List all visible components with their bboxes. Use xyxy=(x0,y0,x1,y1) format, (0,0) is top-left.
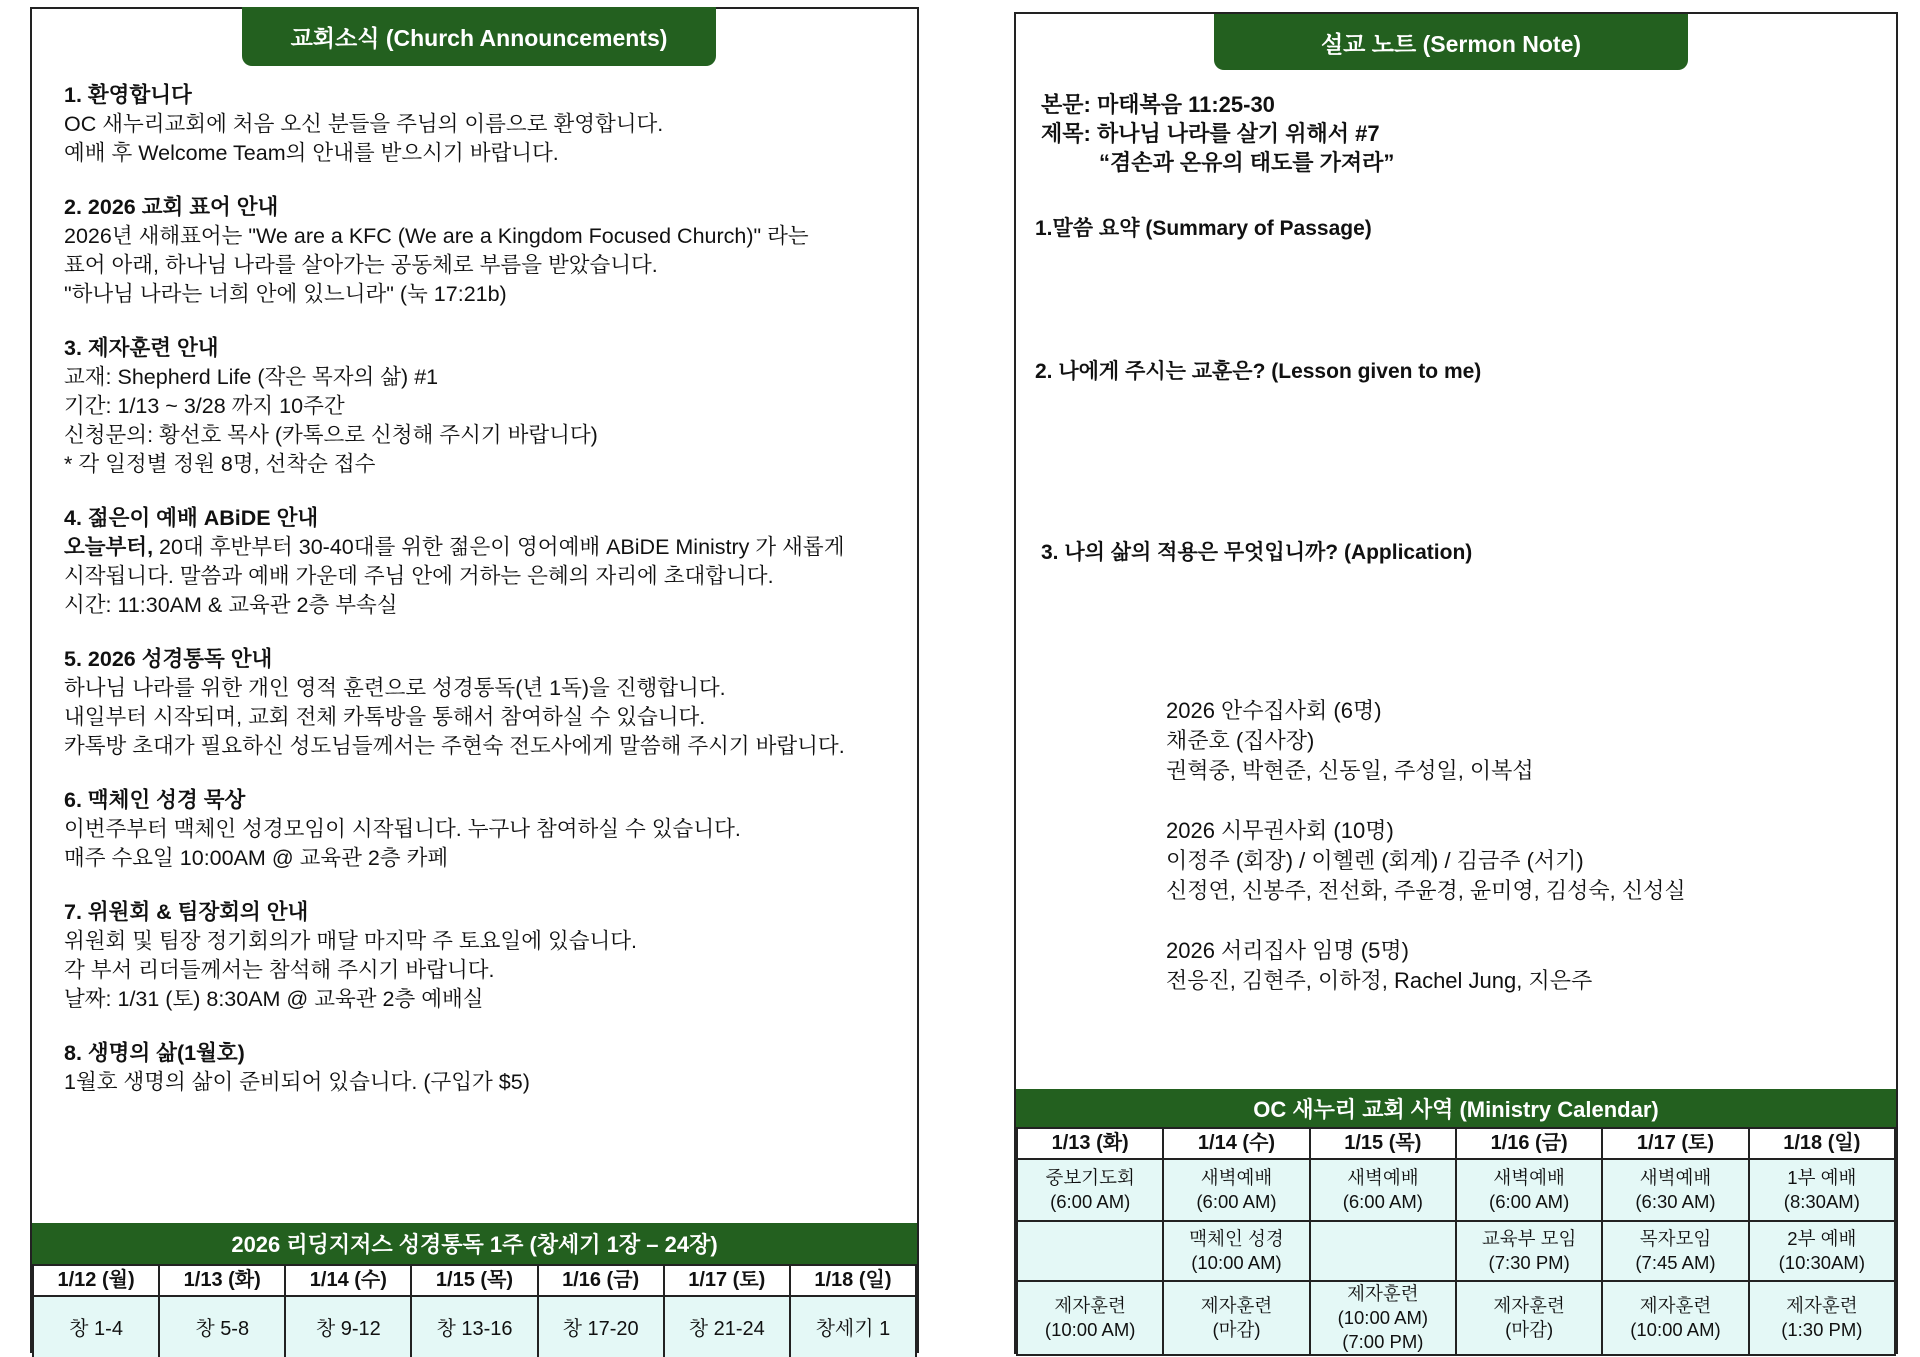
announcement-line: 내일부터 시작되며, 교회 전체 카톡방을 통해서 참여하실 수 있습니다. xyxy=(64,705,706,729)
event-name: 제자훈련 xyxy=(1493,1295,1565,1316)
event-name: 교육부 모임 xyxy=(1481,1228,1577,1249)
event-time: (6:00 AM) xyxy=(1489,1191,1570,1212)
announcement-line: 2026년 새해표어는 "We are a KFC (We are a Kingdom Focused Church)" 라는 xyxy=(64,224,809,248)
calendar-day-header: 1/15 (목) xyxy=(1310,1128,1456,1159)
announcement-title: 7. 위원회 & 팀장회의 안내 xyxy=(64,900,309,924)
event-time: (마감) xyxy=(1505,1319,1554,1340)
announcement-list xyxy=(64,81,904,1122)
announcement-item xyxy=(64,193,904,309)
announcement-line: 시간: 11:30AM & 교육관 2층 부속실 xyxy=(64,593,398,617)
reading-day-header: 1/18 (일) xyxy=(790,1265,916,1296)
announcement-item xyxy=(64,786,904,873)
reading-passage-cell: 창 17-20 xyxy=(538,1296,664,1357)
announcement-lead: 오늘부터, xyxy=(64,535,154,559)
announcement-line: 표어 아래, 하나님 나라를 살아가는 공동체로 부름을 받았습니다. xyxy=(64,253,658,277)
announcement-title: 4. 젊은이 예배 ABiDE 안내 xyxy=(64,506,319,530)
announcement-title: 2. 2026 교회 표어 안내 xyxy=(64,195,279,219)
calendar-cell xyxy=(1163,1281,1309,1355)
announcement-line: 기간: 1/13 ~ 3/28 까지 10주간 xyxy=(64,394,345,418)
calendar-cell xyxy=(1749,1221,1895,1281)
sermon-passage: 본문: 마태복음 11:25-30 xyxy=(1041,92,1275,117)
event-name: 제자훈련 xyxy=(1200,1295,1273,1316)
announcement-line: 카톡방 초대가 필요하신 성도님들께서는 주현숙 전도사에게 말씀해 주시기 바랍니다. xyxy=(64,734,845,758)
reading-day-header: 1/15 (목) xyxy=(411,1265,537,1296)
reading-day-header: 1/14 (수) xyxy=(285,1265,411,1296)
calendar-cell xyxy=(1749,1159,1895,1221)
reading-plan-table xyxy=(32,1264,917,1357)
officer-group xyxy=(1166,936,1686,996)
reading-day-header: 1/13 (화) xyxy=(159,1265,285,1296)
announcement-line: 하나님 나라를 위한 개인 영적 훈련으로 성경통독(년 1독)을 진행합니다. xyxy=(64,676,726,700)
announcement-line xyxy=(64,533,904,562)
event-time: (10:00 AM) xyxy=(1337,1307,1429,1328)
calendar-row xyxy=(1017,1281,1895,1355)
note-question-lesson: 2. 나에게 주시는 교훈은? (Lesson given to me) xyxy=(1035,360,1482,383)
event-time-2: (7:00 PM) xyxy=(1342,1331,1424,1352)
calendar-cell xyxy=(1163,1221,1309,1281)
announcement-line: 1월호 생명의 삶이 준비되어 있습니다. (구입가 $5) xyxy=(64,1070,530,1094)
event-time: (6:00 AM) xyxy=(1342,1191,1423,1212)
calendar-day-row xyxy=(1017,1128,1895,1159)
calendar-cell xyxy=(1163,1159,1309,1221)
calendar-day-header: 1/13 (화) xyxy=(1017,1128,1163,1159)
event-name: 2부 예배 xyxy=(1787,1228,1857,1249)
ministry-calendar-table xyxy=(1016,1127,1896,1356)
calendar-day-header: 1/14 (수) xyxy=(1163,1128,1309,1159)
officer-line: 이정주 (회장) / 이헬렌 (회계) / 김금주 (서기) xyxy=(1166,848,1584,873)
reading-day-row xyxy=(33,1265,916,1296)
announcement-title: 3. 제자훈련 안내 xyxy=(64,336,219,360)
announcement-line: 예배 후 Welcome Team의 안내를 받으시기 바랍니다. xyxy=(64,141,559,165)
event-time: (8:30AM) xyxy=(1783,1191,1860,1212)
event-name: 1부 예배 xyxy=(1787,1167,1857,1188)
reading-passage-cell: 창 13-16 xyxy=(411,1296,537,1357)
reading-passage-row xyxy=(33,1296,916,1357)
calendar-cell xyxy=(1456,1221,1602,1281)
calendar-cell xyxy=(1310,1281,1456,1355)
note-question-application: 3. 나의 삶의 적용은 무엇입니까? (Application) xyxy=(1041,541,1473,564)
officer-group xyxy=(1166,696,1686,786)
announcements-panel xyxy=(30,7,919,1353)
event-name: 새벽예배 xyxy=(1493,1167,1565,1188)
officer-heading: 2026 시무권사회 (10명) xyxy=(1166,818,1394,843)
officer-line: 채준호 (집사장) xyxy=(1166,728,1315,753)
announcement-line: "하나님 나라는 너희 안에 있느니라" (눅 17:21b) xyxy=(64,282,507,306)
event-time: (1:30 PM) xyxy=(1781,1319,1863,1340)
calendar-cell xyxy=(1310,1159,1456,1221)
calendar-title: OC 새누리 교회 사역 (Ministry Calendar) xyxy=(1016,1089,1896,1127)
announcement-line: 위원회 및 팀장 정기회의가 매달 마지막 주 토요일에 있습니다. xyxy=(64,929,637,953)
officer-line: 신정연, 신봉주, 전선화, 주윤경, 윤미영, 김성숙, 신성실 xyxy=(1166,878,1686,903)
announcement-line: * 각 일정별 정원 8명, 선착순 접수 xyxy=(64,452,376,476)
announcement-line: 각 부서 리더들께서는 참석해 주시기 바랍니다. xyxy=(64,958,495,982)
calendar-cell-empty xyxy=(1017,1221,1163,1281)
event-time: (10:00 AM) xyxy=(1630,1319,1721,1340)
announcement-line: 날짜: 1/31 (토) 8:30AM @ 교육관 2층 예배실 xyxy=(64,987,484,1011)
announcement-item xyxy=(64,645,904,761)
officer-heading: 2026 서리집사 임명 (5명) xyxy=(1166,938,1409,963)
event-name: 맥체인 성경 xyxy=(1189,1228,1284,1249)
sermon-panel xyxy=(1014,12,1898,1354)
event-time: (10:30AM) xyxy=(1778,1252,1865,1273)
calendar-cell-empty xyxy=(1310,1221,1456,1281)
calendar-cell xyxy=(1602,1281,1748,1355)
calendar-cell xyxy=(1602,1221,1748,1281)
event-time: (7:30 PM) xyxy=(1488,1252,1570,1273)
event-time: (6:00 AM) xyxy=(1050,1191,1131,1212)
calendar-cell xyxy=(1456,1281,1602,1355)
event-time: (6:00 AM) xyxy=(1196,1191,1277,1212)
event-time: (10:00 AM) xyxy=(1044,1319,1136,1340)
reading-passage-cell: 창 9-12 xyxy=(285,1296,411,1357)
reading-day-header: 1/17 (토) xyxy=(664,1265,790,1296)
calendar-row xyxy=(1017,1159,1895,1221)
sermon-title: 제목: 하나님 나라를 살기 위해서 #7 xyxy=(1041,121,1380,146)
officer-group xyxy=(1166,816,1686,906)
event-name: 제자훈련 xyxy=(1347,1283,1419,1304)
sermon-note-header: 설교 노트 (Sermon Note) xyxy=(1214,14,1688,70)
reading-day-header: 1/16 (금) xyxy=(538,1265,664,1296)
calendar-cell xyxy=(1017,1281,1163,1355)
calendar-cell xyxy=(1602,1159,1748,1221)
announcement-item xyxy=(64,504,904,620)
calendar-cell xyxy=(1017,1159,1163,1221)
officer-line: 전응진, 김현주, 이하정, Rachel Jung, 지은주 xyxy=(1166,968,1593,993)
reading-passage-cell: 창 1-4 xyxy=(33,1296,159,1357)
announcement-item xyxy=(64,1039,904,1097)
calendar-day-header: 1/17 (토) xyxy=(1602,1128,1748,1159)
calendar-day-header: 1/18 (일) xyxy=(1749,1128,1895,1159)
announcement-title: 6. 맥체인 성경 묵상 xyxy=(64,788,246,812)
event-time: (마감) xyxy=(1212,1319,1261,1340)
officer-heading: 2026 안수집사회 (6명) xyxy=(1166,698,1382,723)
event-name: 목자모임 xyxy=(1639,1228,1712,1249)
event-name: 제자훈련 xyxy=(1054,1295,1126,1316)
reading-passage-cell: 창세기 1 xyxy=(790,1296,916,1357)
event-name: 제자훈련 xyxy=(1786,1295,1858,1316)
note-question-summary: 1.말씀 요약 (Summary of Passage) xyxy=(1035,217,1372,240)
announcement-line: 신청문의: 황선호 목사 (카톡으로 신청해 주시기 바랍니다) xyxy=(64,423,598,447)
officer-line: 권혁중, 박현준, 신동일, 주성일, 이복섭 xyxy=(1166,758,1534,783)
announcement-item xyxy=(64,81,904,168)
event-name: 새벽예배 xyxy=(1200,1167,1273,1188)
event-time: (7:45 AM) xyxy=(1635,1252,1716,1273)
event-name: 새벽예배 xyxy=(1347,1167,1419,1188)
event-time: (6:30 AM) xyxy=(1635,1191,1716,1212)
announcement-title: 5. 2026 성경통독 안내 xyxy=(64,647,273,671)
calendar-cell xyxy=(1456,1159,1602,1221)
reading-passage-cell: 창 21-24 xyxy=(664,1296,790,1357)
calendar-row xyxy=(1017,1221,1895,1281)
event-name: 새벽예배 xyxy=(1639,1167,1712,1188)
calendar-day-header: 1/16 (금) xyxy=(1456,1128,1602,1159)
officers-list xyxy=(1166,696,1686,1026)
announcements-header: 교회소식 (Church Announcements) xyxy=(242,7,716,66)
sermon-subtitle: “겸손과 온유의 태도를 가져라” xyxy=(1099,150,1395,175)
announcement-lead-rest: 20대 후반부터 30-40대를 위한 젊은이 영어예배 ABiDE Ministry 가 새롭게 xyxy=(153,535,845,559)
announcement-item xyxy=(64,898,904,1014)
announcement-title: 8. 생명의 삶(1월호) xyxy=(64,1041,245,1065)
calendar-cell xyxy=(1749,1281,1895,1355)
announcement-title: 1. 환영합니다 xyxy=(64,83,192,107)
announcement-line: OC 새누리교회에 처음 오신 분들을 주님의 이름으로 환영합니다. xyxy=(64,112,664,136)
announcement-line: 교재: Shepherd Life (작은 목자의 삶) #1 xyxy=(64,365,439,389)
announcement-line: 시작됩니다. 말씀과 예배 가운데 주님 안에 거하는 은혜의 자리에 초대합니다. xyxy=(64,564,774,588)
announcement-line: 이번주부터 맥체인 성경모임이 시작됩니다. 누구나 참여하실 수 있습니다. xyxy=(64,817,741,841)
event-time: (10:00 AM) xyxy=(1191,1252,1282,1273)
reading-day-header: 1/12 (월) xyxy=(33,1265,159,1296)
announcement-line: 매주 수요일 10:00AM @ 교육관 2층 카페 xyxy=(64,846,449,870)
announcement-item xyxy=(64,334,904,479)
sermon-info xyxy=(1041,90,1394,177)
event-name: 중보기도회 xyxy=(1045,1167,1135,1188)
reading-passage-cell: 창 5-8 xyxy=(159,1296,285,1357)
event-name: 제자훈련 xyxy=(1639,1295,1712,1316)
reading-plan-title: 2026 리딩지저스 성경통독 1주 (창세기 1장 – 24장) xyxy=(32,1223,917,1264)
